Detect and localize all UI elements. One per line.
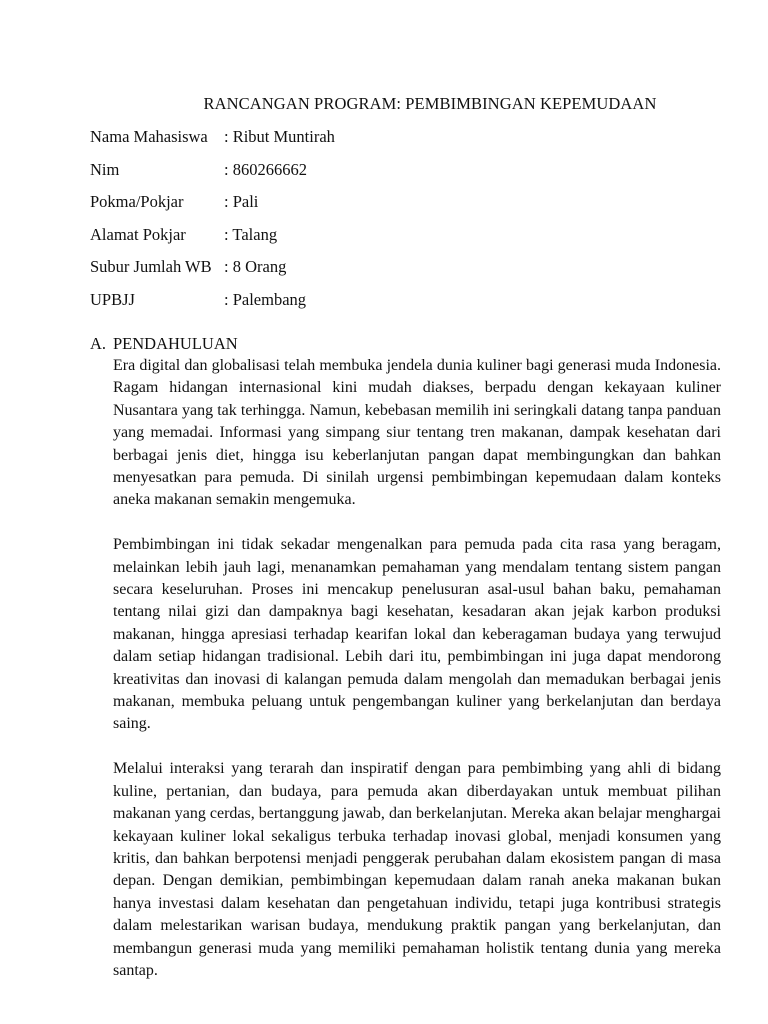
paragraph: Pembimbingan ini tidak sekadar mengenalkan para pemuda pada cita rasa yang beragam, melainkan lebih jauh lagi, menanamkan pemahaman yang mendalam tentang sistem pangan secara keseluruhan. Proses ini mencakup penelusuran asal-usul bahan baku, pemahaman tentang nilai gizi dan dampaknya bagi kesehatan, kesadaran akan jejak karbon produksi makanan, hingga apresiasi terhadap kearifan lokal dan keberagaman budaya yang terwujud dalam setiap hidangan tradisional. Lebih dari itu, pembimbingan ini juga dapat mendorong kreativitas dan inovasi di kalangan pemuda dalam mengolah dan memadukan berbagai jenis makanan, membuka peluang untuk pengembangan kuliner yang berkelanjutan dan berdaya saing. [113,536,721,733]
info-label: Nim [90,159,120,179]
section-heading [90,333,722,355]
info-row-pokma [90,191,710,224]
info-value: : Pali [224,192,259,212]
info-label: Nama Mahasiswa [90,127,208,146]
section-letter: A. [90,334,107,353]
info-row-alamat [90,224,710,257]
paragraph: Era digital dan globalisasi telah membuka jendela dunia kuliner bagi generasi muda Indonesia. Ragam hidangan internasional kini mudah diakses, berpadu dengan kekayaan kuliner Nusantara yang tak terhingga. Namun, kebebasan memilih ini seringkali datang tanpa panduan yang memadai. Informasi yang simpang siur tentang tren makanan, dampak kesehatan dari berbagai jenis diet, hingga isu keberlanjutan pangan dapat membingungkan dan bahkan menyesatkan para pemuda. Di sinilah urgensi pembimbingan kepemudaan dalam konteks aneka makanan semakin mengemuka. [113,357,721,509]
info-value: : Palembang [224,289,307,309]
paragraph: Melalui interaksi yang terarah dan inspiratif dengan para pembimbing yang ahli di bidang kuline, pertanian, dan budaya, para pemuda akan diberdayakan untuk membuat pilihan makanan yang cerdas, bertanggung jawab, dan berkelanjutan. Mereka akan belajar menghargai kekayaan kuliner lokal sekaligus terbuka terhadap inovasi global, menjadi konsumen yang kritis, dan bahkan berpotensi menjadi penggerak perubahan dalam ekosistem pangan di masa depan. Dengan demikian, pembimbingan kepemudaan dalam ranah aneka makanan bukan hanya investasi dalam kesehatan dan pengetahuan individu, tetapi juga kontribusi strategis dalam melestarikan warisan budaya, mendukung praktik pangan yang berkelanjutan, dan membangun generasi muda yang memiliki pemahaman holistik tentang dunia yang mereka santap. [113,760,721,979]
section-pendahuluan [90,333,722,982]
document-title: RANCANGAN PROGRAM: PEMBIMBINGAN KEPEMUDAAN [203,94,657,113]
info-label: Subur Jumlah WB [90,257,212,277]
info-label: Pokma/Pokjar [90,192,184,212]
section-title: PENDAHULUAN [113,334,238,353]
info-row-nim [90,159,710,192]
info-label: Alamat Pokjar [90,224,186,244]
info-row-nama [90,126,710,159]
info-row-jumlah-wb [90,256,710,289]
info-label: UPBJJ [90,289,135,309]
info-value: : Talang [224,224,278,244]
info-value: : Ribut Muntirah [224,127,335,146]
info-value: : 8 Orang [224,257,287,277]
section-body [113,355,721,982]
info-value: : 860266662 [224,159,307,179]
info-row-upbjj [90,289,710,322]
student-info-block [90,126,710,322]
